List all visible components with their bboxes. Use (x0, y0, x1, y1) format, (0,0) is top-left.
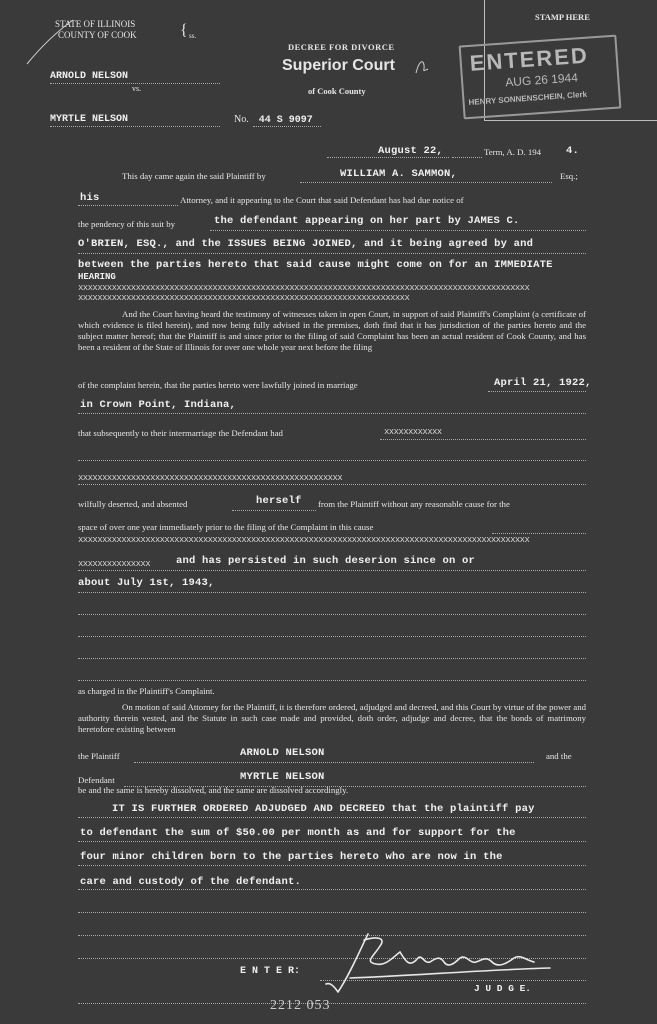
the-plaintiff-label: the Plaintiff (78, 751, 120, 761)
case-number: 44 S 9097 (253, 115, 321, 127)
struck-line-1: xxxxxxxxxxxxxxxxxxxxxxxxxxxxxxxxxxxxxxxxxxxxxxxxxxxxxxxxxxxxxxxxxxxxxxxxxxxxxxxxxxxxxxxxxxxxxx (78, 283, 530, 293)
stamp-here-label: STAMP HERE (535, 12, 590, 22)
motion-paragraph: On motion of said Attorney for the Plaintiff, it is therefore ordered, adjudged and decreed, and this Court by virtue of the power and authority therein vested, and the Statute in such case made and provided, doth order, adjudge and decree, that the bonds of matrimony heretofore existing between (78, 702, 586, 734)
space-text: space of over one year immediately prior to the filing of the Complaint in this cause (78, 522, 374, 532)
stamp-date: AUG 26 1944 (504, 70, 579, 90)
plaintiff-line (50, 65, 220, 84)
typed-line-1: the defendant appearing on her part by JAMES C. (214, 215, 520, 227)
entered-stamp (459, 35, 622, 120)
document-number: 2212 053 (270, 998, 331, 1013)
stamp-word: ENTERED (469, 42, 590, 76)
subsequently-text: that subsequently to their intermarriage the Defendant had (78, 428, 283, 438)
as-charged-text: as charged in the Plaintiff's Complaint. (78, 686, 215, 696)
typed-line-2: O'BRIEN, ESQ., and the ISSUES BEING JOINED, and it being agreed by and (78, 238, 534, 250)
attorney-text: Attorney, and it appearing to the Court that said Defendant has had due notice of (180, 195, 464, 205)
defendant-name-body: MYRTLE NELSON (240, 771, 325, 783)
herself-word: herself (256, 495, 302, 507)
struck-line-5: xxxxxxxxxxxxxxxxxxxxxxxxxxxxxxxxxxxxxxxxxxxxxxxxxxxxxxxxxxxxxxxxxxxxxxxxxxxxxxxxxxxxxxxxxxxxxx (78, 535, 530, 545)
plaintiff-name: ARNOLD NELSON (50, 71, 129, 82)
without-text: from the Plaintiff without any reasonable cause for the (318, 499, 510, 509)
county-label: COUNTY OF COOK (58, 30, 137, 40)
married-text: of the complaint herein, that the parties hereto were lawfully joined in marriage (78, 380, 358, 390)
defendant-name: MYRTLE NELSON (50, 114, 129, 125)
marriage-place: in Crown Point, Indiana, (80, 399, 237, 411)
pendency-text: the pendency of this suit by (78, 219, 175, 229)
and-the-label: and the (546, 751, 572, 761)
struck-line-6: xxxxxxxxxxxxxxx (78, 559, 151, 569)
typed-line-4: HEARING (78, 272, 116, 282)
pen-mark (25, 18, 75, 66)
case-no-label: No. (234, 114, 249, 125)
further-line-2: to defendant the sum of $50.00 per month as and for support for the (80, 827, 516, 839)
court-name: Superior Court (282, 57, 395, 74)
brace: { (180, 22, 188, 39)
deserted-text: wilfully deserted, and absented (78, 499, 188, 509)
case-number-line (234, 109, 321, 127)
vs-label: vs. (132, 84, 142, 93)
enter-label: E N T E R: (240, 966, 301, 977)
his-word: his (80, 192, 100, 204)
court-pen-mark (413, 57, 433, 77)
typed-line-3: between the parties hereto that said cause might come on for an IMMEDIATE (78, 259, 553, 271)
struck-line-3: xxxxxxxxxxxx (384, 427, 442, 437)
further-line-3: four minor children born to the parties hereto who are now in the (80, 851, 503, 863)
plaintiff-name-body: ARNOLD NELSON (240, 747, 325, 759)
persisted-text: and has persisted in such deserion since on or (176, 555, 476, 567)
term-year: 4. (566, 145, 580, 157)
further-line-4: care and custody of the defendant. (80, 876, 302, 888)
term-label: Term, A. D. 194 (484, 147, 542, 157)
ss-label: ss. (189, 32, 197, 40)
form-title: DECREE FOR DIVORCE (288, 42, 395, 52)
the-defendant-label: Defendant (78, 775, 115, 785)
came-text: This day came again the said Plaintiff by (122, 171, 266, 181)
state-label: STATE OF ILLINOIS (55, 19, 136, 29)
stamp-clerk: HENRY SONNENSCHEIN, Clerk (468, 89, 588, 108)
struck-line-4: xxxxxxxxxxxxxxxxxxxxxxxxxxxxxxxxxxxxxxxxxxxxxxxxxxxxxxx (78, 473, 343, 483)
of-county: of Cook County (308, 86, 366, 96)
attorney-name: WILLIAM A. SAMMON, (340, 168, 458, 180)
term-date: August 22, (378, 145, 444, 157)
struck-line-2: xxxxxxxxxxxxxxxxxxxxxxxxxxxxxxxxxxxxxxxxxxxxxxxxxxxxxxxxxxxxxxxxxxxxx (78, 293, 410, 303)
dissolved-text: be and the same is hereby dissolved, and the same are dissolved accordingly. (78, 785, 349, 795)
esq-label: Esq.; (560, 171, 578, 181)
marriage-date: April 21, 1922, (494, 377, 592, 389)
judge-label: J U D G E. (474, 983, 532, 994)
further-line-1: IT IS FURTHER ORDERED ADJUDGED AND DECREED that the plaintiff pay (112, 803, 535, 815)
court-heard-paragraph: And the Court having heard the testimony of witnesses taken in open Court, in support of said Plaintiff's Complaint (a certificate of which evidence is filed herein), and now being fully advised in the premises, doth find that it has jurisdiction of the parties hereto and the subject matter hereof; that the Plaintiff is and since prior to the filing of said Complaint has been an actual resident of Cook County, and has been a resident of the State of Illinois for over one whole year next before the filing (78, 309, 586, 352)
about-date: about July 1st, 1943, (78, 577, 215, 589)
defendant-line (50, 108, 220, 127)
